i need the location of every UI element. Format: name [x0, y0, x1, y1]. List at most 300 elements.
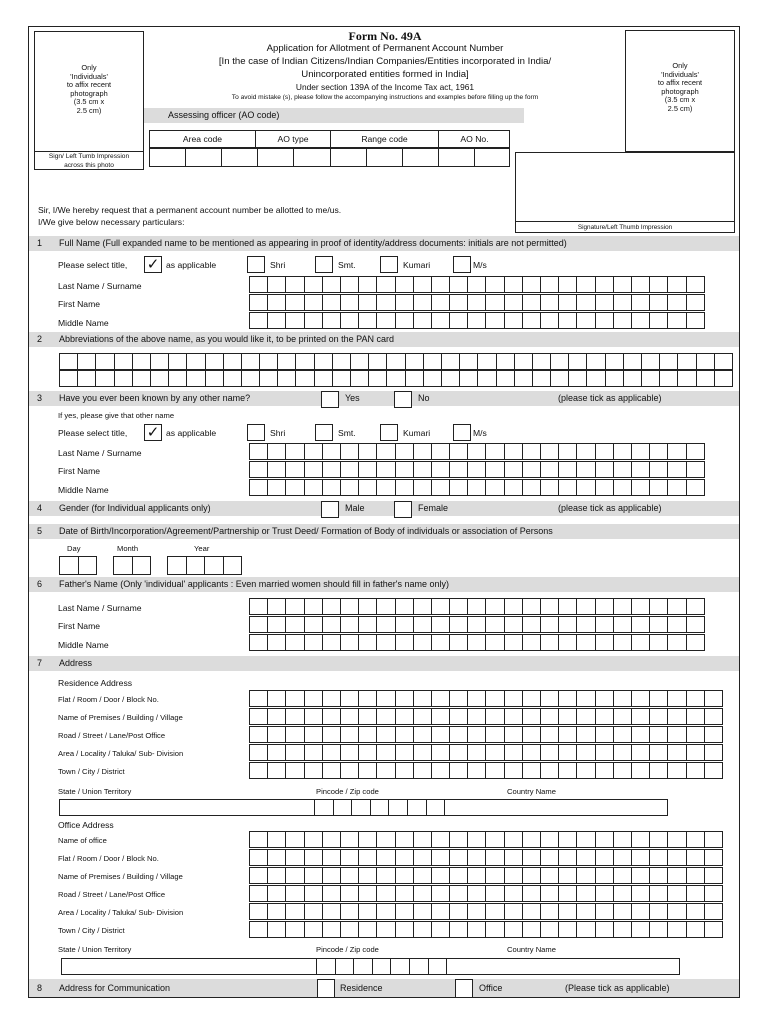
char-cell[interactable] [396, 885, 414, 902]
char-cell[interactable] [268, 276, 286, 293]
char-cell[interactable] [169, 353, 187, 370]
father-first-name-cells[interactable] [249, 616, 705, 633]
char-cell[interactable] [305, 849, 323, 866]
char-cell[interactable] [286, 479, 304, 496]
char-cell[interactable] [541, 616, 559, 633]
char-cell[interactable] [427, 799, 446, 816]
photo-box-left[interactable] [34, 31, 144, 170]
off-area-cells[interactable] [249, 903, 723, 920]
char-cell[interactable] [341, 598, 359, 615]
char-cell[interactable] [305, 867, 323, 884]
char-cell[interactable] [341, 479, 359, 496]
char-cell[interactable] [250, 762, 268, 779]
char-cell[interactable] [523, 479, 541, 496]
off-premises-cells[interactable] [249, 867, 723, 884]
char-cell[interactable] [632, 598, 650, 615]
char-cell[interactable] [533, 353, 551, 370]
char-cell[interactable] [468, 443, 486, 460]
char-cell[interactable] [396, 849, 414, 866]
char-cell[interactable] [523, 708, 541, 725]
char-cell[interactable] [523, 598, 541, 615]
char-cell[interactable] [687, 461, 705, 478]
char-cell[interactable] [115, 370, 133, 387]
char-cell[interactable] [569, 353, 587, 370]
char-cell[interactable] [614, 479, 632, 496]
char-cell[interactable] [614, 726, 632, 743]
char-cell[interactable] [660, 353, 678, 370]
char-cell[interactable] [396, 831, 414, 848]
char-cell[interactable] [614, 708, 632, 725]
char-cell[interactable] [650, 885, 668, 902]
char-cell[interactable] [414, 744, 432, 761]
char-cell[interactable] [260, 370, 278, 387]
char-cell[interactable] [359, 903, 377, 920]
char-cell[interactable] [642, 353, 660, 370]
char-cell[interactable] [614, 903, 632, 920]
char-cell[interactable] [478, 370, 496, 387]
char-cell[interactable] [705, 867, 723, 884]
char-cell[interactable] [414, 885, 432, 902]
char-cell[interactable] [323, 762, 341, 779]
char-cell[interactable] [305, 726, 323, 743]
char-cell[interactable] [377, 744, 395, 761]
char-cell[interactable] [505, 276, 523, 293]
char-cell[interactable] [505, 616, 523, 633]
other-name-yes-checkbox[interactable] [321, 391, 339, 408]
title-shri-checkbox[interactable] [247, 256, 265, 273]
char-cell[interactable] [432, 744, 450, 761]
char-cell[interactable] [596, 831, 614, 848]
char-cell[interactable] [250, 443, 268, 460]
char-cell[interactable] [414, 312, 432, 329]
char-cell[interactable] [632, 294, 650, 311]
res-country-input[interactable] [444, 799, 668, 816]
gender-female-checkbox[interactable] [394, 501, 412, 518]
char-cell[interactable] [505, 849, 523, 866]
char-cell[interactable] [541, 294, 559, 311]
char-cell[interactable] [323, 831, 341, 848]
char-cell[interactable] [468, 831, 486, 848]
char-cell[interactable] [624, 353, 642, 370]
char-cell[interactable] [614, 443, 632, 460]
char-cell[interactable] [559, 831, 577, 848]
char-cell[interactable] [551, 353, 569, 370]
char-cell[interactable] [523, 726, 541, 743]
char-cell[interactable] [577, 634, 595, 651]
char-cell[interactable] [286, 616, 304, 633]
char-cell[interactable] [486, 849, 504, 866]
char-cell[interactable] [359, 921, 377, 938]
char-cell[interactable] [450, 744, 468, 761]
char-cell[interactable] [468, 634, 486, 651]
char-cell[interactable] [505, 443, 523, 460]
char-cell[interactable] [632, 885, 650, 902]
char-cell[interactable] [341, 708, 359, 725]
char-cell[interactable] [614, 867, 632, 884]
char-cell[interactable] [614, 616, 632, 633]
char-cell[interactable] [323, 598, 341, 615]
title-tick-box[interactable]: ✓ [144, 424, 162, 441]
char-cell[interactable] [114, 556, 133, 575]
char-cell[interactable] [250, 294, 268, 311]
char-cell[interactable] [315, 370, 333, 387]
char-cell[interactable] [541, 762, 559, 779]
char-cell[interactable] [577, 479, 595, 496]
char-cell[interactable] [396, 276, 414, 293]
title-smt-checkbox[interactable] [315, 424, 333, 441]
first-name-cells[interactable] [249, 294, 705, 311]
res-premises-cells[interactable] [249, 708, 723, 725]
char-cell[interactable] [632, 762, 650, 779]
char-cell[interactable] [133, 353, 151, 370]
char-cell[interactable] [286, 276, 304, 293]
char-cell[interactable] [341, 762, 359, 779]
char-cell[interactable] [577, 708, 595, 725]
char-cell[interactable] [523, 443, 541, 460]
char-cell[interactable] [414, 634, 432, 651]
char-cell[interactable] [305, 461, 323, 478]
char-cell[interactable] [596, 867, 614, 884]
char-cell[interactable] [687, 690, 705, 707]
last-name-cells[interactable] [249, 276, 705, 293]
char-cell[interactable] [559, 294, 577, 311]
char-cell[interactable] [505, 867, 523, 884]
char-cell[interactable] [559, 598, 577, 615]
char-cell[interactable] [286, 634, 304, 651]
char-cell[interactable] [559, 634, 577, 651]
char-cell[interactable] [341, 726, 359, 743]
char-cell[interactable] [650, 690, 668, 707]
char-cell[interactable] [687, 726, 705, 743]
char-cell[interactable] [432, 708, 450, 725]
other-first-name-cells[interactable] [249, 461, 705, 478]
char-cell[interactable] [133, 556, 152, 575]
char-cell[interactable] [286, 726, 304, 743]
char-cell[interactable] [396, 312, 414, 329]
char-cell[interactable] [450, 690, 468, 707]
char-cell[interactable] [268, 479, 286, 496]
char-cell[interactable] [296, 370, 314, 387]
char-cell[interactable] [468, 849, 486, 866]
char-cell[interactable] [286, 849, 304, 866]
char-cell[interactable] [414, 726, 432, 743]
char-cell[interactable] [541, 744, 559, 761]
char-cell[interactable] [377, 867, 395, 884]
char-cell[interactable] [250, 921, 268, 938]
char-cell[interactable] [614, 849, 632, 866]
char-cell[interactable] [541, 867, 559, 884]
char-cell[interactable] [541, 903, 559, 920]
char-cell[interactable] [468, 598, 486, 615]
char-cell[interactable] [351, 370, 369, 387]
char-cell[interactable] [468, 616, 486, 633]
char-cell[interactable] [668, 479, 686, 496]
char-cell[interactable] [705, 849, 723, 866]
char-cell[interactable] [697, 353, 715, 370]
char-cell[interactable] [396, 762, 414, 779]
char-cell[interactable] [650, 921, 668, 938]
char-cell[interactable] [359, 690, 377, 707]
char-cell[interactable] [577, 690, 595, 707]
char-cell[interactable] [632, 461, 650, 478]
char-cell[interactable] [632, 479, 650, 496]
char-cell[interactable] [391, 958, 410, 975]
char-cell[interactable] [268, 461, 286, 478]
char-cell[interactable] [523, 867, 541, 884]
char-cell[interactable] [668, 744, 686, 761]
char-cell[interactable] [486, 708, 504, 725]
res-state-input[interactable] [59, 799, 315, 816]
char-cell[interactable] [523, 921, 541, 938]
char-cell[interactable] [377, 312, 395, 329]
char-cell[interactable] [486, 598, 504, 615]
char-cell[interactable] [596, 616, 614, 633]
other-last-name-cells[interactable] [249, 443, 705, 460]
char-cell[interactable] [715, 370, 733, 387]
char-cell[interactable] [341, 312, 359, 329]
char-cell[interactable] [551, 370, 569, 387]
char-cell[interactable] [359, 849, 377, 866]
char-cell[interactable] [268, 312, 286, 329]
char-cell[interactable] [468, 312, 486, 329]
char-cell[interactable] [650, 312, 668, 329]
char-cell[interactable] [559, 921, 577, 938]
char-cell[interactable] [596, 294, 614, 311]
char-cell[interactable] [614, 744, 632, 761]
char-cell[interactable] [305, 276, 323, 293]
char-cell[interactable] [505, 479, 523, 496]
char-cell[interactable] [377, 479, 395, 496]
char-cell[interactable] [377, 616, 395, 633]
char-cell[interactable] [323, 276, 341, 293]
char-cell[interactable] [359, 762, 377, 779]
char-cell[interactable] [486, 831, 504, 848]
char-cell[interactable] [668, 276, 686, 293]
char-cell[interactable] [286, 598, 304, 615]
char-cell[interactable] [541, 849, 559, 866]
char-cell[interactable] [468, 294, 486, 311]
char-cell[interactable] [450, 443, 468, 460]
char-cell[interactable] [486, 461, 504, 478]
char-cell[interactable] [486, 479, 504, 496]
char-cell[interactable] [396, 443, 414, 460]
char-cell[interactable] [396, 479, 414, 496]
char-cell[interactable] [668, 690, 686, 707]
abbreviation-cells-row-2[interactable] [59, 370, 733, 387]
char-cell[interactable] [687, 921, 705, 938]
char-cell[interactable] [596, 726, 614, 743]
char-cell[interactable] [559, 849, 577, 866]
char-cell[interactable] [614, 690, 632, 707]
char-cell[interactable] [323, 443, 341, 460]
char-cell[interactable] [614, 634, 632, 651]
char-cell[interactable] [341, 921, 359, 938]
char-cell[interactable] [286, 867, 304, 884]
char-cell[interactable] [505, 726, 523, 743]
char-cell[interactable] [268, 921, 286, 938]
title-ms-checkbox[interactable] [453, 424, 471, 441]
char-cell[interactable] [497, 353, 515, 370]
char-cell[interactable] [268, 598, 286, 615]
char-cell[interactable] [650, 479, 668, 496]
char-cell[interactable] [250, 634, 268, 651]
char-cell[interactable] [371, 799, 390, 816]
char-cell[interactable] [432, 634, 450, 651]
char-cell[interactable] [396, 598, 414, 615]
char-cell[interactable] [650, 903, 668, 920]
char-cell[interactable] [187, 556, 206, 575]
char-cell[interactable] [334, 799, 353, 816]
char-cell[interactable] [242, 370, 260, 387]
char-cell[interactable] [323, 726, 341, 743]
char-cell[interactable] [268, 634, 286, 651]
char-cell[interactable] [359, 616, 377, 633]
char-cell[interactable] [668, 461, 686, 478]
char-cell[interactable] [596, 903, 614, 920]
char-cell[interactable] [668, 726, 686, 743]
char-cell[interactable] [187, 370, 205, 387]
char-cell[interactable] [687, 479, 705, 496]
char-cell[interactable] [377, 921, 395, 938]
char-cell[interactable] [268, 443, 286, 460]
char-cell[interactable] [650, 276, 668, 293]
char-cell[interactable] [668, 885, 686, 902]
char-cell[interactable] [268, 762, 286, 779]
char-cell[interactable] [406, 370, 424, 387]
char-cell[interactable] [668, 294, 686, 311]
char-cell[interactable] [414, 690, 432, 707]
char-cell[interactable] [359, 276, 377, 293]
char-cell[interactable] [687, 762, 705, 779]
char-cell[interactable] [450, 867, 468, 884]
char-cell[interactable] [78, 370, 96, 387]
char-cell[interactable] [341, 867, 359, 884]
char-cell[interactable] [505, 831, 523, 848]
char-cell[interactable] [341, 294, 359, 311]
char-cell[interactable] [305, 312, 323, 329]
res-area-cells[interactable] [249, 744, 723, 761]
char-cell[interactable] [305, 903, 323, 920]
char-cell[interactable] [687, 708, 705, 725]
char-cell[interactable] [523, 276, 541, 293]
char-cell[interactable] [317, 958, 336, 975]
char-cell[interactable] [606, 370, 624, 387]
char-cell[interactable] [577, 461, 595, 478]
char-cell[interactable] [151, 353, 169, 370]
char-cell[interactable] [268, 294, 286, 311]
char-cell[interactable] [705, 921, 723, 938]
char-cell[interactable] [341, 634, 359, 651]
char-cell[interactable] [577, 598, 595, 615]
char-cell[interactable] [687, 443, 705, 460]
char-cell[interactable] [624, 370, 642, 387]
char-cell[interactable] [541, 598, 559, 615]
char-cell[interactable] [632, 443, 650, 460]
char-cell[interactable] [250, 276, 268, 293]
char-cell[interactable] [187, 353, 205, 370]
char-cell[interactable] [414, 867, 432, 884]
char-cell[interactable] [359, 461, 377, 478]
char-cell[interactable] [359, 867, 377, 884]
char-cell[interactable] [305, 598, 323, 615]
char-cell[interactable] [351, 353, 369, 370]
char-cell[interactable] [523, 849, 541, 866]
char-cell[interactable] [315, 353, 333, 370]
char-cell[interactable] [60, 556, 79, 575]
char-cell[interactable] [323, 634, 341, 651]
char-cell[interactable] [359, 598, 377, 615]
char-cell[interactable] [373, 958, 392, 975]
char-cell[interactable] [559, 744, 577, 761]
char-cell[interactable] [577, 744, 595, 761]
char-cell[interactable] [250, 461, 268, 478]
photo-box-right[interactable] [625, 30, 735, 152]
char-cell[interactable] [296, 353, 314, 370]
char-cell[interactable] [341, 690, 359, 707]
char-cell[interactable] [408, 799, 427, 816]
char-cell[interactable] [396, 867, 414, 884]
char-cell[interactable] [224, 370, 242, 387]
char-cell[interactable] [606, 353, 624, 370]
char-cell[interactable] [486, 294, 504, 311]
char-cell[interactable] [359, 744, 377, 761]
char-cell[interactable] [596, 598, 614, 615]
char-cell[interactable] [486, 921, 504, 938]
char-cell[interactable] [478, 353, 496, 370]
char-cell[interactable] [250, 885, 268, 902]
char-cell[interactable] [359, 708, 377, 725]
char-cell[interactable] [359, 634, 377, 651]
char-cell[interactable] [414, 831, 432, 848]
char-cell[interactable] [687, 849, 705, 866]
char-cell[interactable] [432, 867, 450, 884]
char-cell[interactable] [705, 762, 723, 779]
title-smt-checkbox[interactable] [315, 256, 333, 273]
ao-range-cells[interactable] [331, 148, 439, 167]
char-cell[interactable] [497, 370, 515, 387]
char-cell[interactable] [678, 353, 696, 370]
char-cell[interactable] [305, 634, 323, 651]
char-cell[interactable] [224, 556, 243, 575]
char-cell[interactable] [250, 831, 268, 848]
dob-month-cells[interactable] [113, 556, 151, 575]
other-name-no-checkbox[interactable] [394, 391, 412, 408]
char-cell[interactable] [260, 353, 278, 370]
char-cell[interactable] [577, 312, 595, 329]
char-cell[interactable] [432, 690, 450, 707]
char-cell[interactable] [286, 921, 304, 938]
char-cell[interactable] [559, 443, 577, 460]
char-cell[interactable] [468, 885, 486, 902]
char-cell[interactable] [577, 867, 595, 884]
char-cell[interactable] [596, 461, 614, 478]
char-cell[interactable] [450, 726, 468, 743]
char-cell[interactable] [115, 353, 133, 370]
char-cell[interactable] [323, 294, 341, 311]
char-cell[interactable] [468, 762, 486, 779]
char-cell[interactable] [450, 849, 468, 866]
char-cell[interactable] [486, 885, 504, 902]
char-cell[interactable] [577, 294, 595, 311]
char-cell[interactable] [596, 690, 614, 707]
char-cell[interactable] [614, 885, 632, 902]
char-cell[interactable] [450, 276, 468, 293]
char-cell[interactable] [286, 294, 304, 311]
char-cell[interactable] [377, 598, 395, 615]
char-cell[interactable] [577, 903, 595, 920]
char-cell[interactable] [632, 831, 650, 848]
char-cell[interactable] [369, 370, 387, 387]
